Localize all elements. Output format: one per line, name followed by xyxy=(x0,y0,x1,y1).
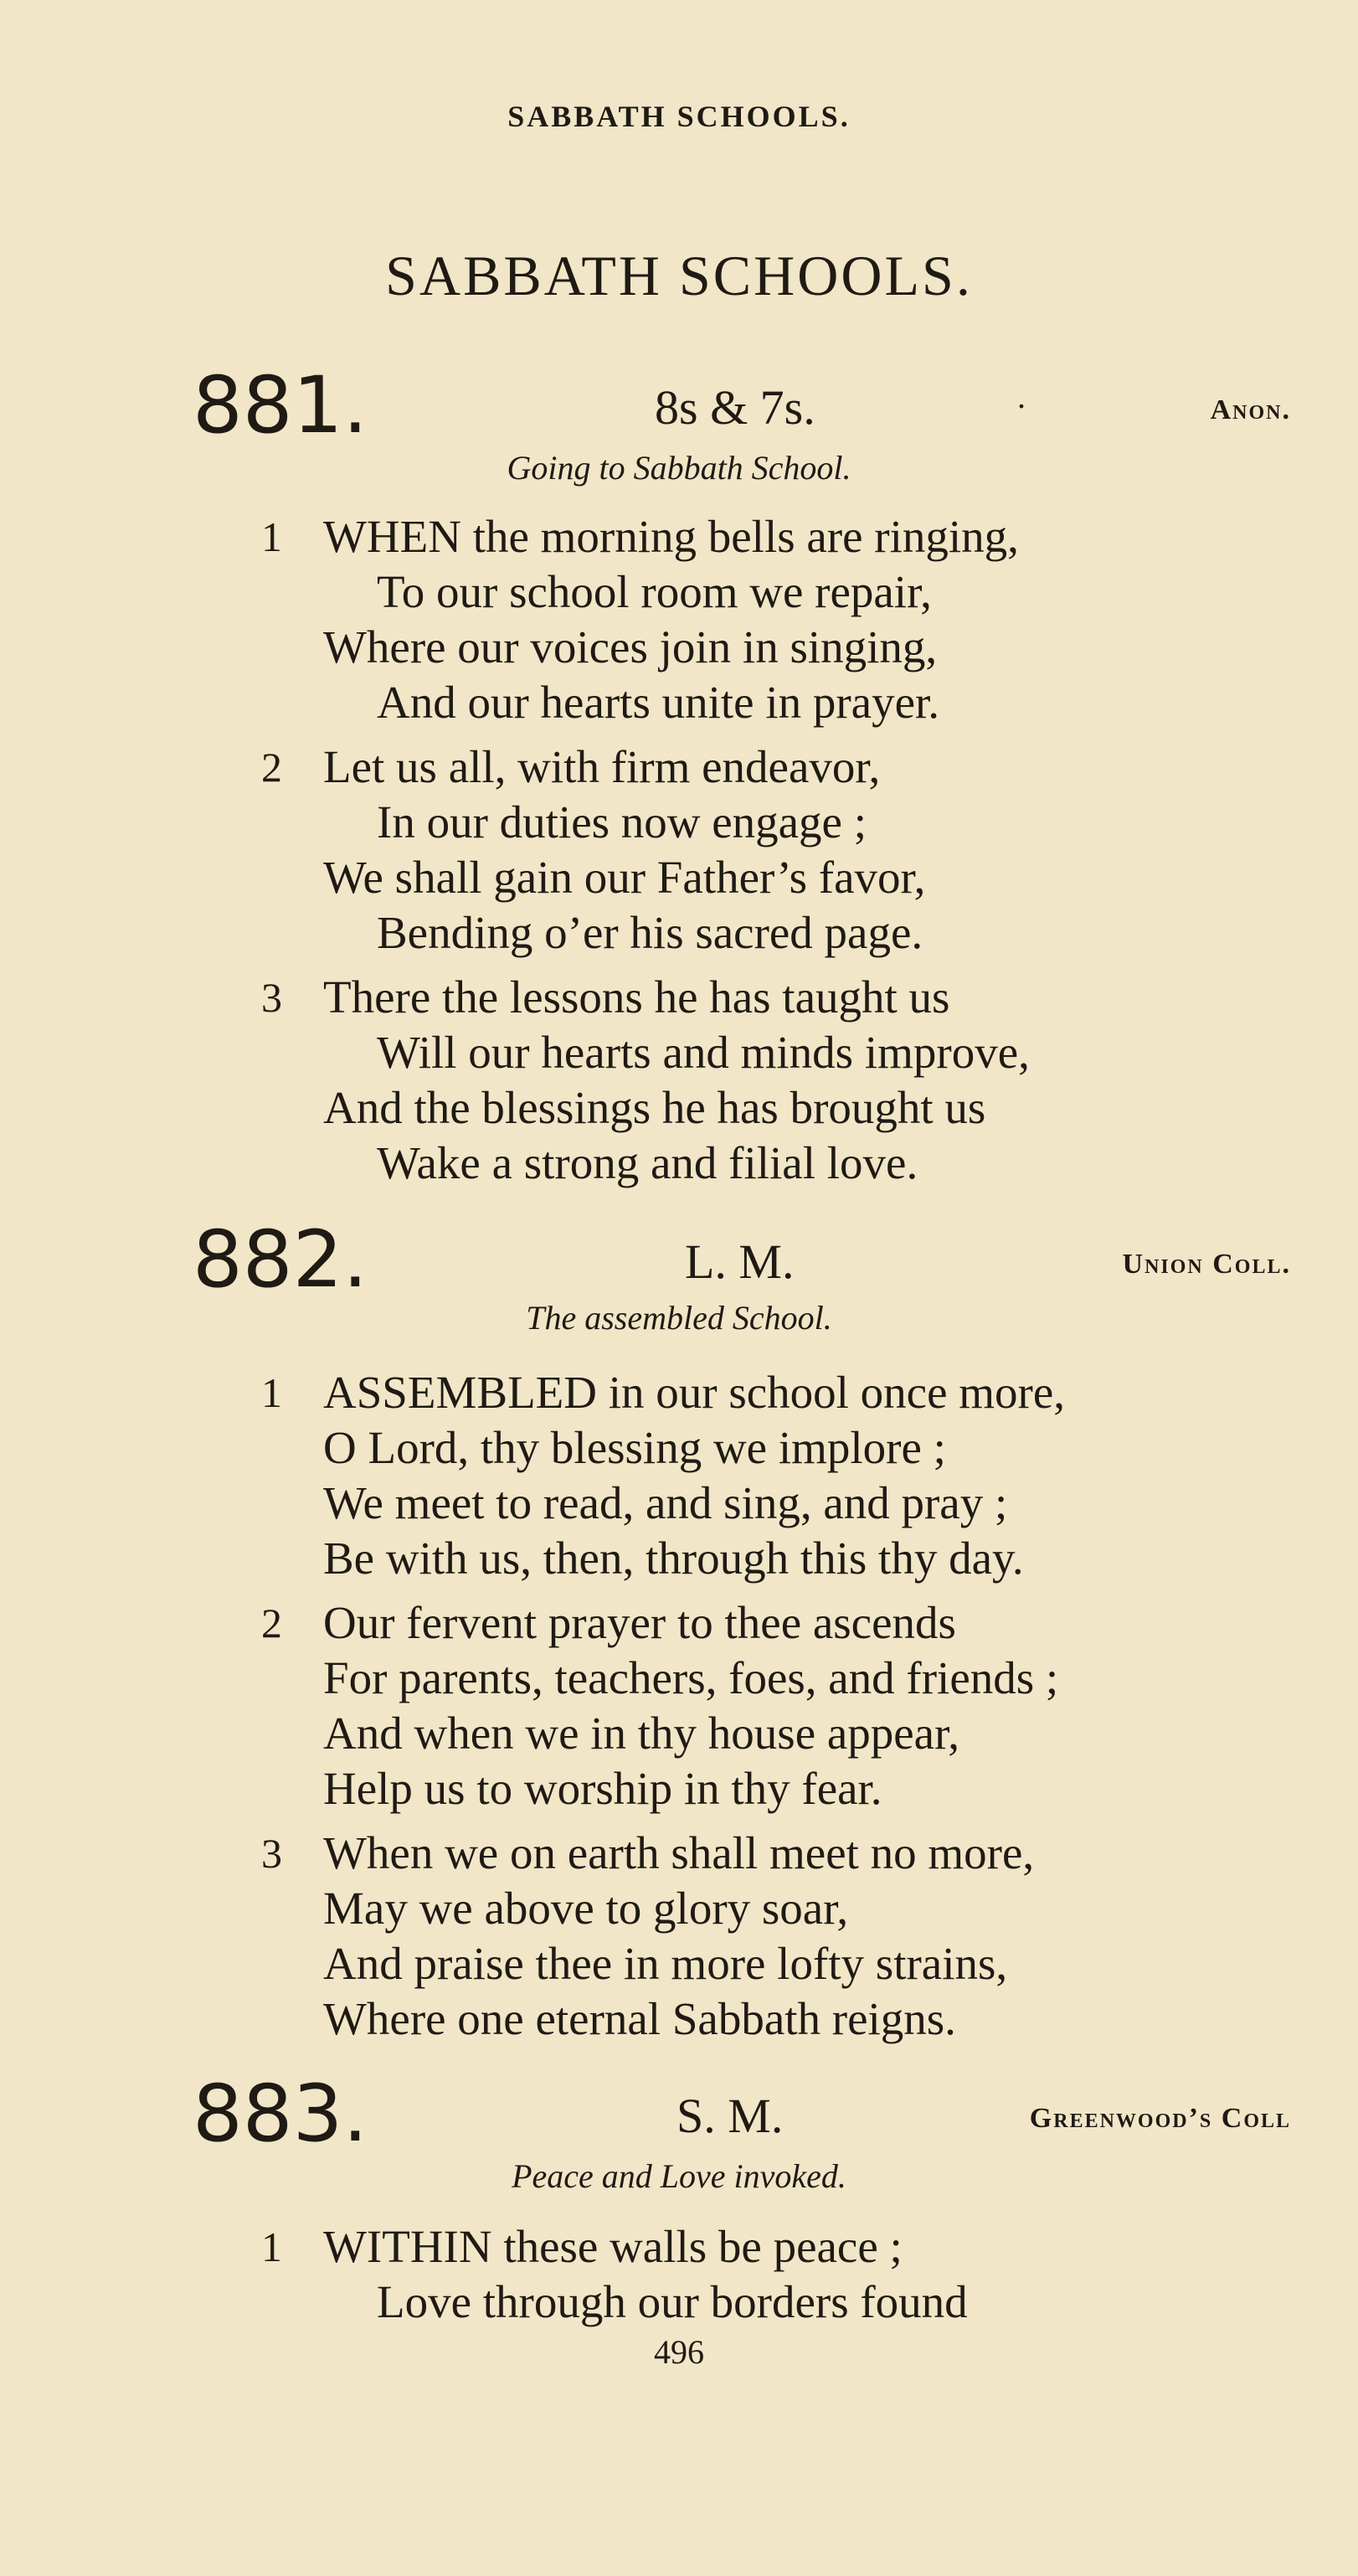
stanza xyxy=(0,970,1358,1191)
hymn-attribution: Union Coll. xyxy=(1122,1249,1291,1280)
hymn-meter: L. M. xyxy=(685,1234,795,1289)
verse-line: There the lessons he has taught us xyxy=(323,971,950,1023)
verse-line: Help us to worship in thy fear. xyxy=(323,1763,882,1814)
hymn-number: 881. xyxy=(193,360,368,451)
verse-line: And praise thee in more lofty strains, xyxy=(323,1938,1008,1989)
verse-line: Where one eternal Sabbath reigns. xyxy=(323,1993,956,2044)
hymn-number: 882. xyxy=(193,1214,368,1306)
verse-line: May we above to glory soar, xyxy=(323,1883,849,1934)
verse-line: For parents, teachers, foes, and friends ; xyxy=(323,1652,1059,1703)
verse-line: We shall gain our Father’s favor, xyxy=(323,852,926,903)
stanza-number: 2 xyxy=(261,1600,282,1646)
stanza-number: 3 xyxy=(261,974,282,1021)
stanza xyxy=(0,739,1358,961)
verse-line: We meet to read, and sing, and pray ; xyxy=(323,1477,1008,1528)
verse-line: Wake a strong and filial love. xyxy=(377,1137,918,1188)
verse-line: Bending o’er his sacred page. xyxy=(377,907,923,958)
hymn-header xyxy=(0,2069,1358,2161)
verse-line: And the blessings he has brought us xyxy=(323,1082,986,1133)
hymn-subtitle: Going to Sabbath School. xyxy=(507,449,851,487)
leader-dot: . xyxy=(1017,378,1026,415)
hymn-attribution: Greenwood’s Coll xyxy=(1029,2103,1291,2134)
verse-line: O Lord, thy blessing we implore ; xyxy=(323,1422,946,1473)
page-number: 496 xyxy=(654,2333,704,2371)
verse-line: In our duties now engage ; xyxy=(377,796,867,848)
verse-line: Will our hearts and minds improve, xyxy=(377,1027,1030,1078)
verse-line: And our hearts unite in prayer. xyxy=(377,677,940,728)
stanza xyxy=(0,509,1358,730)
hymn-header xyxy=(0,1214,1358,1306)
verse-line: Love through our borders found xyxy=(377,2276,968,2327)
verse-line: To our school room we repair, xyxy=(377,566,932,617)
hymn-meter: 8s & 7s. xyxy=(655,380,815,435)
stanza-number: 1 xyxy=(261,513,282,560)
stanza xyxy=(0,1826,1358,2047)
verse-line: When we on earth shall meet no more, xyxy=(323,1827,1035,1878)
hymn-meter: S. M. xyxy=(676,2089,784,2143)
verse-line: WITHIN these walls be peace ; xyxy=(323,2221,903,2272)
section-title: SABBATH SCHOOLS. xyxy=(385,244,973,307)
verse-line: WHEN the morning bells are ringing, xyxy=(323,511,1019,562)
verse-line: Our fervent prayer to thee ascends xyxy=(323,1597,956,1648)
verse-line: Where our voices join in singing, xyxy=(323,621,938,672)
hymn-subtitle: The assembled School. xyxy=(526,1299,832,1337)
verse-line: Let us all, with firm endeavor, xyxy=(323,741,881,792)
verse-line: ASSEMBLED in our school once more, xyxy=(323,1367,1066,1418)
hymn-subtitle: Peace and Love invoked. xyxy=(512,2157,846,2195)
stanza-number: 2 xyxy=(261,744,282,791)
stanza-number: 1 xyxy=(261,2223,282,2270)
hymn-header xyxy=(0,360,1358,452)
stanza xyxy=(0,1595,1358,1816)
hymn-attribution: Anon. xyxy=(1210,394,1291,425)
stanza xyxy=(0,2219,1358,2330)
stanza-number: 1 xyxy=(261,1369,282,1416)
hymn-number: 883. xyxy=(193,2069,368,2160)
stanza xyxy=(0,1365,1358,1586)
stanza-number: 3 xyxy=(261,1830,282,1877)
running-head: SABBATH SCHOOLS. xyxy=(507,100,851,133)
verse-line: And when we in thy house appear, xyxy=(323,1708,959,1759)
verse-line: Be with us, then, through this thy day. xyxy=(323,1533,1024,1584)
